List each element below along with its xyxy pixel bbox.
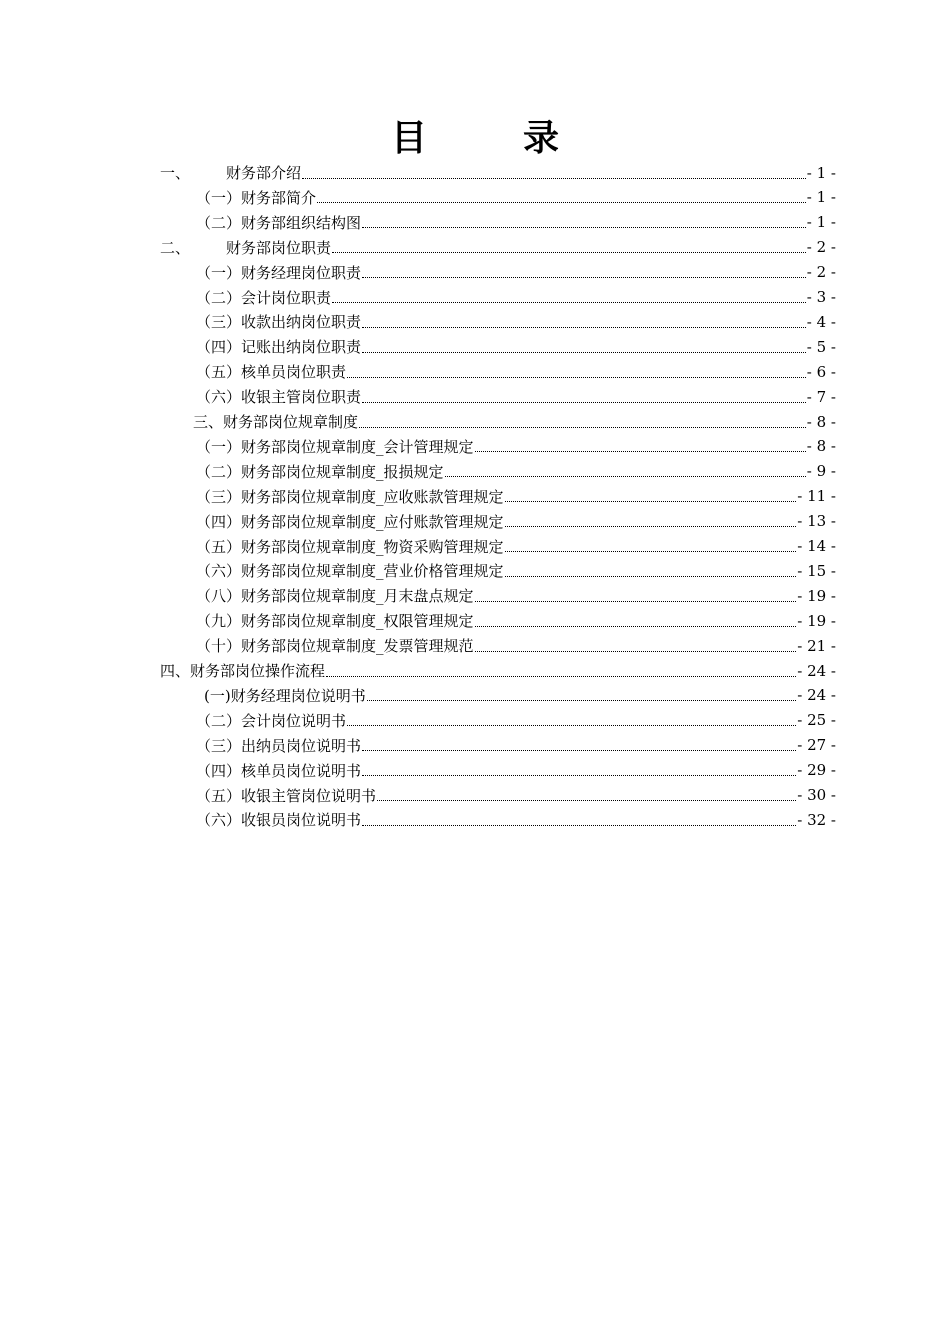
toc-entry-page: - 3 -	[806, 288, 836, 306]
toc-entry-label: （四）核单员岗位说明书	[196, 761, 362, 780]
toc-entry-label: （一）财务部简介	[196, 188, 317, 207]
toc-entry-label: 财务部岗位职责	[226, 238, 332, 257]
toc-entry-label: （二）会计岗位说明书	[196, 711, 347, 730]
toc-entry-page: - 4 -	[806, 312, 836, 331]
toc-entry-page: - 1 -	[806, 163, 836, 182]
toc-title: 目 录	[390, 117, 589, 159]
toc-entry[interactable]	[196, 459, 836, 484]
toc-entry-label: （六）财务部岗位规章制度_营业价格管理规定	[196, 562, 504, 581]
toc-entry-label: (一)财务经理岗位说明书	[204, 686, 366, 705]
toc-entry-page: - 11 -	[797, 487, 836, 506]
toc-entry-page: - 19 -	[797, 586, 836, 605]
toc-entry[interactable]	[196, 807, 836, 832]
toc-entry[interactable]	[196, 260, 836, 285]
dot-leader	[377, 799, 796, 801]
toc-entry-page: - 21 -	[797, 636, 836, 655]
dot-leader	[317, 201, 806, 203]
dot-leader	[359, 426, 806, 428]
toc-entry[interactable]	[196, 534, 836, 559]
toc-entry[interactable]	[196, 708, 836, 733]
dot-leader	[505, 525, 797, 527]
dot-leader	[362, 276, 806, 278]
toc-entry-label: 财务部介绍	[226, 164, 302, 182]
toc-entry-label: （一）财务经理岗位职责	[196, 263, 362, 282]
dot-leader	[475, 625, 797, 627]
toc-entry[interactable]	[160, 658, 836, 683]
dot-leader	[302, 177, 806, 179]
toc-entry-label: （三）出纳员岗位说明书	[196, 736, 362, 755]
toc-entry-page: - 27 -	[797, 736, 836, 755]
dot-leader	[347, 376, 806, 378]
toc-entry[interactable]	[204, 683, 836, 708]
toc-entry[interactable]	[160, 235, 836, 260]
toc-entry-label: （一）财务部岗位规章制度_会计管理规定	[196, 437, 474, 456]
toc-entry[interactable]	[196, 608, 836, 633]
toc-entry-page: - 14 -	[797, 537, 836, 555]
toc-entry-label: （二）财务部岗位规章制度_报损规定	[196, 462, 444, 481]
toc-entry-label: 四、财务部岗位操作流程	[160, 662, 326, 680]
toc-entry-page: - 25 -	[797, 711, 836, 730]
dot-leader	[362, 824, 796, 826]
toc-entry-page: - 19 -	[797, 611, 836, 630]
toc-entry-label: 三、财务部岗位规章制度	[193, 413, 359, 431]
toc-entry-page: - 1 -	[806, 188, 836, 207]
toc-entry-page: - 15 -	[797, 561, 836, 580]
dot-leader	[326, 675, 796, 677]
toc-entry[interactable]	[196, 434, 836, 459]
toc-entry-page: - 2 -	[806, 263, 836, 282]
toc-entry-page: - 24 -	[797, 661, 836, 680]
dot-leader	[362, 351, 806, 353]
toc-entry[interactable]	[196, 210, 836, 235]
toc-entry[interactable]	[196, 733, 836, 758]
toc-entry[interactable]	[196, 633, 836, 658]
dot-leader	[332, 251, 806, 253]
dot-leader	[445, 475, 806, 477]
dot-leader	[347, 724, 796, 726]
toc-entry-label: （六）收银主管岗位职责	[196, 388, 362, 407]
toc-entry-page: - 29 -	[797, 761, 836, 780]
dot-leader	[367, 699, 797, 701]
toc-entry-label: （五）财务部岗位规章制度_物资采购管理规定	[196, 537, 504, 556]
dot-leader	[475, 650, 797, 652]
toc-entry[interactable]	[196, 384, 836, 409]
toc-entry-label: （五）收银主管岗位说明书	[196, 786, 377, 805]
toc-entry[interactable]	[196, 309, 836, 334]
toc-entry-label: （十）财务部岗位规章制度_发票管理规范	[196, 637, 474, 656]
toc-entry-label: （八）财务部岗位规章制度_月末盘点规定	[196, 587, 474, 606]
toc-entry-label: （四）记账出纳岗位职责	[196, 338, 362, 357]
toc-entry-number: 一、	[160, 164, 191, 182]
dot-leader	[475, 600, 797, 602]
toc-entry[interactable]	[196, 185, 836, 210]
toc-entry-label: （四）财务部岗位规章制度_应付账款管理规定	[196, 512, 504, 531]
toc-entry-label: （二）财务部组织结构图	[196, 213, 362, 232]
toc-entry[interactable]	[196, 359, 836, 384]
toc-entry-number: 二、	[160, 238, 191, 257]
toc-entry-label: （二）会计岗位职责	[196, 288, 332, 307]
toc-entry[interactable]	[196, 583, 836, 608]
toc-entry-page: - 30 -	[797, 786, 836, 804]
dot-leader	[475, 450, 806, 452]
toc-entry[interactable]	[196, 334, 836, 359]
toc-entry[interactable]	[193, 409, 836, 434]
toc-entry-page: - 8 -	[806, 412, 836, 431]
dot-leader	[505, 500, 797, 502]
dot-leader	[362, 226, 806, 228]
dot-leader	[362, 774, 796, 776]
toc-entry[interactable]	[196, 558, 836, 583]
dot-leader	[505, 575, 797, 577]
toc-entry[interactable]	[196, 484, 836, 509]
toc-entry-label: （三）财务部岗位规章制度_应收账款管理规定	[196, 487, 504, 506]
toc-entry-page: - 1 -	[806, 213, 836, 232]
dot-leader	[362, 401, 806, 403]
toc-entry[interactable]	[196, 509, 836, 534]
toc-entry-page: - 32 -	[797, 810, 836, 829]
toc-entry[interactable]	[196, 783, 836, 808]
toc-entry[interactable]	[160, 160, 836, 185]
toc-entry-label: （六）收银员岗位说明书	[196, 811, 362, 830]
toc-entry-page: - 5 -	[806, 337, 836, 356]
toc-entry-page: - 9 -	[806, 462, 836, 481]
dot-leader	[362, 749, 796, 751]
toc-entry[interactable]	[196, 758, 836, 783]
toc-entry-page: - 2 -	[806, 238, 836, 257]
toc-entry-page: - 8 -	[806, 437, 836, 456]
toc-entry-page: - 6 -	[806, 362, 836, 381]
dot-leader	[362, 326, 806, 328]
dot-leader	[332, 301, 806, 303]
toc-entry[interactable]	[196, 285, 836, 310]
toc-entry-label: （五）核单员岗位职责	[196, 363, 347, 382]
toc-entry-label: （三）收款出纳岗位职责	[196, 313, 362, 332]
toc-entry-label: （九）财务部岗位规章制度_权限管理规定	[196, 612, 474, 631]
toc-entry-page: - 7 -	[806, 387, 836, 406]
toc-entry-page: - 13 -	[797, 512, 836, 531]
toc-entry-page: - 24 -	[797, 686, 836, 705]
dot-leader	[505, 550, 797, 552]
